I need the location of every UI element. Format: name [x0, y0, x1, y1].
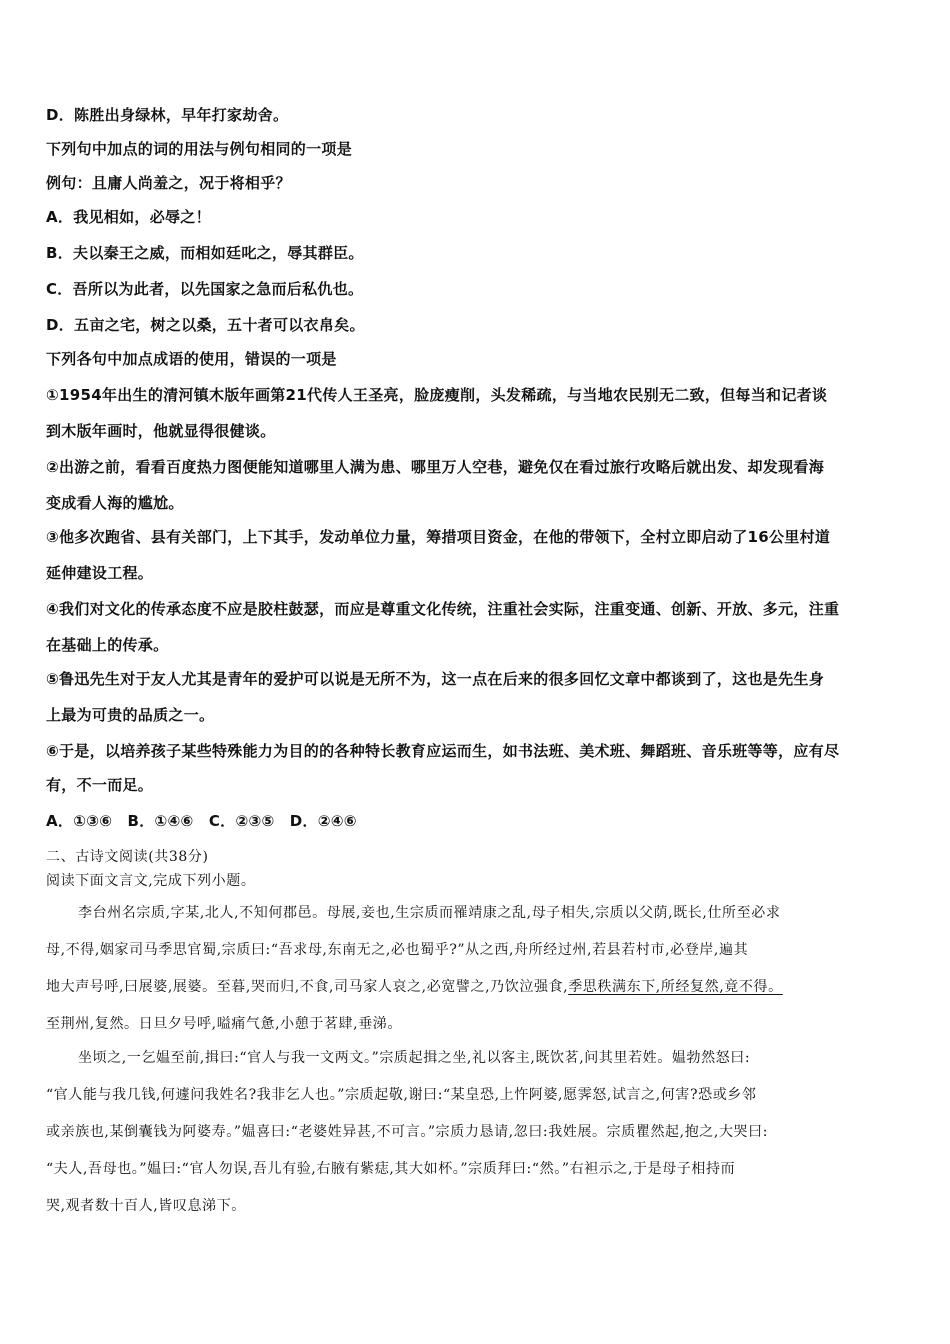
- option-d: D．五亩之宅，树之以桑，五十者可以衣帛矣。: [46, 316, 365, 334]
- sentence-6-line-2: 有，不一而足。: [46, 776, 154, 794]
- sentence-5-line-2: 上最为可贵的品质之一。: [46, 706, 215, 724]
- sentence-3-line-1: ③他多次跑省、县有关部门，上下其手，发动单位力量，筹措项目资金，在他的带领下，全村立即启动了16公里村道: [46, 528, 831, 546]
- passage-p2-line-5: 哭,观者数十百人,皆叹息涕下。: [46, 1198, 246, 1214]
- passage-p2-line-1: 坐顷之,一乞媪至前,揖曰:“官人与我一文两文。”宗质起揖之坐,礼以客主,既饮茗,问其里若姓。媪勃然怒曰:: [78, 1050, 751, 1066]
- sentence-5-line-1: ⑤鲁迅先生对于友人尤其是青年的爱护可以说是无所不为，这一点在后来的很多回忆文章中都谈到了，这也是先生身: [46, 670, 825, 688]
- answer-options: A．①③⑥ B．①④⑥ C．②③⑤ D．②④⑥: [46, 812, 357, 830]
- passage-p1-line-3: [46, 976, 783, 996]
- sentence-6-line-1: ⑥于是，以培养孩子某些特殊能力为目的的各种特长教育应运而生，如书法班、美术班、舞蹈班、音乐班等等，应有尽: [46, 742, 840, 760]
- example-sentence: 例句：且庸人尚羞之，况于将相乎？: [46, 174, 291, 192]
- option-c: C．吾所以为此者，以先国家之急而后私仇也。: [46, 280, 364, 298]
- section-heading: 二、古诗文阅读(共38分): [46, 849, 209, 865]
- underlined-sentence: 季思秩满东下,所经复然,竟不得。: [568, 979, 783, 995]
- sentence-1-line-1: ①1954年出生的清河镇木版年画第21代传人王圣亮，脸庞瘦削，头发稀疏，与当地农民别无二致，但每当和记者谈: [46, 386, 828, 404]
- passage-p1-line-1: 李台州名宗质,字某,北人,不知何郡邑。母展,妾也,生宗质而罹靖康之乱,母子相失,宗质以父荫,既长,仕所至必求: [78, 905, 781, 921]
- option-b: B．夫以秦王之威，而相如廷叱之，辱其群臣。: [46, 244, 364, 262]
- question-stem-usage: 下列句中加点的词的用法与例句相同的一项是: [46, 140, 353, 158]
- question-stem-idiom: 下列各句中加点成语的使用，错误的一项是: [46, 350, 337, 368]
- sentence-2-line-2: 变成看人海的尴尬。: [46, 494, 184, 512]
- passage-p2-line-2: “官人能与我几钱,何遽问我姓名?我非乞人也。”宗质起敬,谢曰:“某皇恐,上忤阿婆,愿霁怒,试言之,何害?恐或乡邻: [46, 1087, 757, 1103]
- sentence-4-line-1: ④我们对文化的传承态度不应是胶柱鼓瑟，而应是尊重文化传统，注重社会实际，注重变通、创新、开放、多元，注重: [46, 600, 840, 618]
- sentence-4-line-2: 在基础上的传承。: [46, 636, 169, 654]
- sentence-1-line-2: 到木版年画时，他就显得很健谈。: [46, 422, 276, 440]
- reading-instruction: 阅读下面文言文,完成下列小题。: [46, 873, 256, 889]
- passage-p1-line-2: 母,不得,姻家司马季思官蜀,宗质曰:“吾求母,东南无之,必也蜀乎?”从之西,舟所经过州,若县若村市,必登岸,遍其: [46, 942, 749, 958]
- option-a: A．我见相如，必辱之！: [46, 208, 211, 226]
- passage-p1-line-4: 至荆州,复然。日旦夕号呼,嗌痛气惫,小憩于茗肆,垂涕。: [46, 1016, 402, 1032]
- passage-p2-line-3: 或亲族也,某倒囊钱为阿婆寿。”媪喜曰:“老婆姓异甚,不可言。”宗质力恳请,忽曰:我姓展。宗质瞿然起,抱之,大哭曰:: [46, 1124, 769, 1140]
- option-d-previous: D．陈胜出身绿林，早年打家劫舍。: [46, 106, 289, 124]
- passage-text: 地大声号呼,曰展婆,展婆。至暮,哭而归,不食,司马家人哀之,必宽譬之,乃饮泣强食,: [46, 979, 569, 995]
- sentence-3-line-2: 延伸建设工程。: [46, 564, 154, 582]
- passage-p2-line-4: “夫人,吾母也。”媪曰:“官人勿误,吾儿有验,右腋有紫痣,其大如杯。”宗质拜曰:“然。”右袒示之,于是母子相持而: [46, 1161, 736, 1177]
- sentence-2-line-1: ②出游之前，看看百度热力图便能知道哪里人满为患、哪里万人空巷，避免仅在看过旅行攻略后就出发、却发现看海: [46, 458, 825, 476]
